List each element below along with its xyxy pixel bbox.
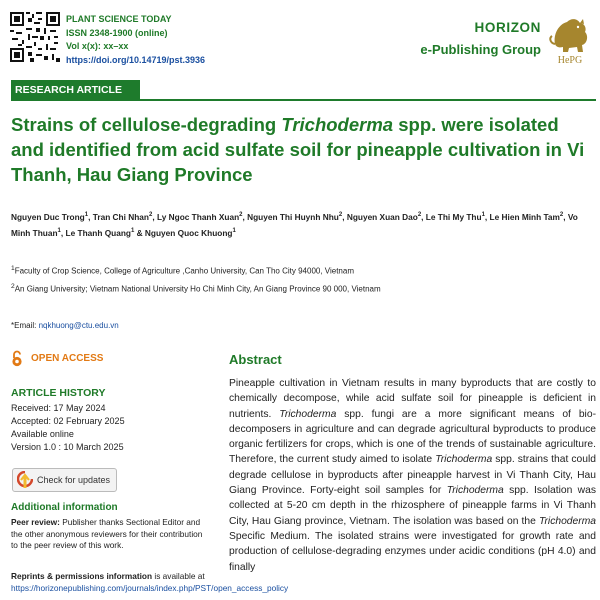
- additional-info-title: Additional information: [11, 502, 118, 513]
- history-received: Received: 17 May 2024: [11, 403, 106, 413]
- check-for-updates-button[interactable]: [12, 468, 117, 492]
- author-affiliation: 1: [57, 227, 61, 234]
- email-link[interactable]: nqkhuong@ctu.edu.vn: [38, 321, 119, 330]
- author-name-text: Nguyen Quoc Khuong: [144, 227, 233, 238]
- header-divider: [11, 99, 596, 101]
- author-name: [145, 228, 236, 238]
- reprints-text: is available at: [152, 571, 205, 581]
- author-affiliation: 2: [239, 212, 243, 218]
- author-name-text: Le Thanh Quang: [65, 227, 131, 238]
- author-name: [93, 212, 153, 222]
- corresponding-email: [11, 321, 119, 330]
- author-name: [247, 212, 342, 222]
- author-name: [11, 212, 88, 222]
- publisher-lion-logo-icon: [547, 14, 593, 66]
- abstract-text: spp. fungi are a more significant means of bio-decomposers in agriculture and can degrade agricultural byproducts to produce organic fertilizers for crops, which is one of the trends of sustainable agriculture. Therefore, the current study aimed to isolate: [229, 408, 597, 466]
- abstract-text: spp. Isolation was collected at 5-20 cm depth in the rhizosphere of pineapple farms in Vi Thanh City, Hau Giang province, Vietnam. The isolation was based on the: [229, 485, 596, 527]
- article-history: [11, 402, 125, 454]
- peer-review-note: [11, 517, 211, 552]
- affiliation-number: 2: [11, 283, 15, 290]
- author-name: [426, 212, 485, 222]
- article-history-title: ARTICLE HISTORY: [11, 387, 106, 399]
- abstract-body: [229, 376, 596, 575]
- author-name-text: Le Hien Minh Tam: [489, 211, 560, 222]
- email-label: *Email:: [11, 321, 39, 330]
- author-name: [157, 212, 243, 222]
- abstract-text: spp. strains that could degrade cellulose in byproducts after pineapple harvest in Vi Thanh City, Hau Giang Province. Forty-eight soil samples for: [229, 454, 596, 497]
- reprints-label: Reprints & permissions information: [11, 571, 153, 581]
- affiliation-1: [11, 263, 354, 277]
- author-list: Nguyen Duc Trong$^1$, Tran Chi Nhan$^2$, Ly Ngoc Thanh Xuan$^2$, Nguyen Thi Huynh Nhu$^2$, Nguyen Xuan Dao$^2$, Le Thi My Thu$^1$, Le Hien Minh Tam$^2$, Vo Minh Thuan$^1$, Le Thanh Quang$^1$ & Nguyen Quoc Khuong$^1$: [11, 211, 578, 238]
- history-accepted: Accepted: 02 February 2025: [11, 416, 125, 426]
- abstract-italic-term: Trichoderma: [446, 485, 504, 497]
- check-updates-label: Check for updates: [37, 475, 111, 485]
- logo-text: HePG: [557, 55, 583, 66]
- abstract-text: Pineapple cultivation in Vietnam results in many byproducts that are costly to chemically decompose, while acid sulfate soil for pineapple is deficient in nutrients.: [229, 378, 596, 420]
- title-part-2: spp. were isolated and identified from acid sulfate soil for pineapple cultivation in Vi Thanh, Hau Giang Province: [11, 114, 585, 185]
- peer-review-text: Publisher thanks Sectional Editor and the other anonymous reviewers for their contribution to the peer review of this work.: [11, 517, 203, 550]
- abstract-title: Abstract: [229, 352, 282, 367]
- publisher-subtitle: e-Publishing Group: [420, 42, 541, 57]
- open-access-label: OPEN ACCESS: [31, 353, 104, 364]
- qr-code-icon: [10, 12, 60, 62]
- author-affiliation: 2: [148, 212, 153, 218]
- affiliation-text: An Giang University; Vietnam National University Ho Chi Minh City, An Giang Province 90 000, Vietnam: [14, 284, 381, 294]
- author-affiliation: 2: [417, 212, 422, 218]
- history-online: Available online: [11, 429, 74, 439]
- abstract-italic-term: Trichoderma: [538, 515, 596, 527]
- journal-volume: Vol x(x): xx–xx: [66, 41, 129, 51]
- title-part-1: Strains of cellulose-degrading: [11, 114, 282, 135]
- reprints-note: [11, 571, 289, 594]
- author-name: [347, 212, 421, 222]
- journal-info: [66, 13, 205, 67]
- author-name-text: Ly Ngoc Thanh Xuan: [156, 211, 240, 222]
- author-name-text: Tran Chi Nhan: [92, 211, 149, 222]
- abstract-text: Specific Medium. The isolated strains were investigated for growth rate and production of cellulose-degrading enzymes under acidic conditions (pH 4.0) and finally: [229, 530, 596, 573]
- author-name-text: Nguyen Xuan Dao: [346, 211, 418, 222]
- history-version: Version 1.0 : 10 March 2025: [11, 442, 124, 452]
- journal-issn: ISSN 2348-1900 (online): [66, 27, 168, 38]
- author-affiliation: 1: [130, 227, 135, 234]
- doi-link[interactable]: https://doi.org/10.14719/pst.3936: [66, 54, 206, 65]
- author-affiliation: 2: [338, 212, 343, 218]
- author-affiliation: 2: [559, 212, 564, 218]
- open-access-lock-icon: [11, 350, 23, 367]
- author-name-text: Le Thi My Thu: [425, 211, 482, 222]
- affiliation-2: [11, 281, 381, 295]
- title-italic: Trichoderma: [281, 114, 394, 135]
- author-name-text: Nguyen Duc Trong: [11, 211, 85, 222]
- author-name-text: Vo Minh Thuan: [11, 211, 578, 238]
- author-name: [66, 228, 135, 238]
- reprints-link[interactable]: https://horizonepublishing.com/journals/index.php/PST/open_access_policy: [11, 582, 289, 593]
- author-affiliation: 1: [481, 212, 485, 218]
- affiliation-text: Faculty of Crop Science, College of Agriculture ,Canho University, Can Tho City 94000, Vietnam: [14, 266, 354, 276]
- author-affiliation: 1: [84, 212, 89, 218]
- abstract-italic-term: Trichoderma: [279, 408, 337, 420]
- open-access: [11, 350, 103, 367]
- author-affiliation: 1: [232, 227, 236, 234]
- author-name-text: Nguyen Thi Huynh Nhu: [247, 211, 339, 222]
- peer-review-label: Peer review:: [11, 517, 60, 527]
- check-updates-icon: [17, 471, 33, 489]
- journal-name: PLANT SCIENCE TODAY: [66, 14, 172, 24]
- publisher-name: HORIZON: [474, 20, 541, 35]
- author-name: [490, 212, 564, 222]
- article-title: [11, 112, 591, 187]
- abstract-italic-term: Trichoderma: [435, 454, 493, 466]
- affiliation-number: 1: [11, 265, 15, 272]
- article-type-badge: RESEARCH ARTICLE: [11, 80, 140, 100]
